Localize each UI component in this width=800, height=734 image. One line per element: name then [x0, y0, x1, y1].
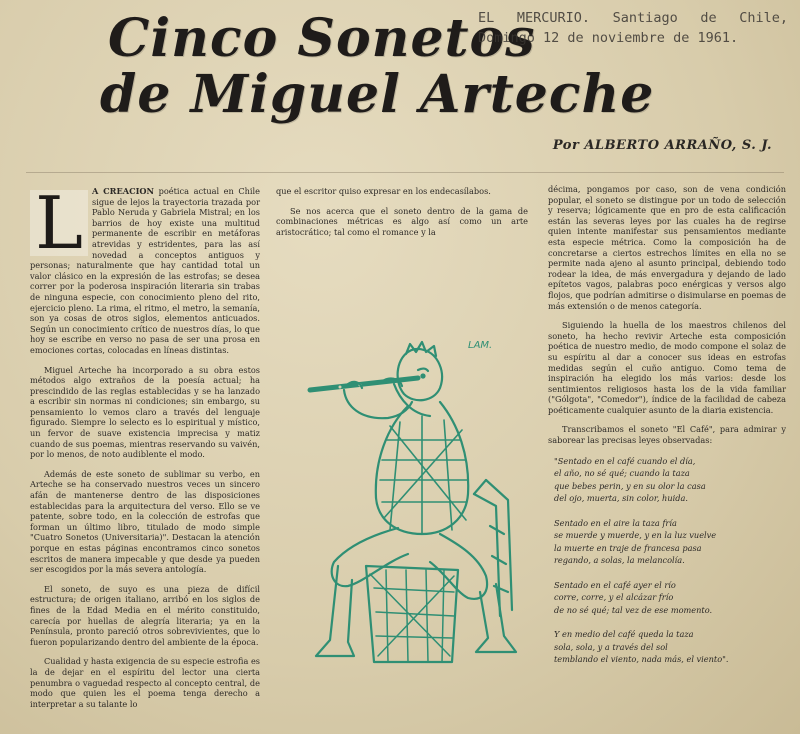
poem-line: la muerte en traje de francesa pasa [554, 542, 702, 553]
sonnet-stanza [554, 517, 786, 567]
sonnet-stanza [554, 628, 786, 666]
header-divider [26, 172, 784, 173]
column-3-paragraph: décima, pongamos por caso, son de vena condición popular, el soneto se distingue por un todo de selección y reserva; lógicamente que en pro de esta calificación están las severas leyes por las cuales ha de regirse quien intente manifestar sus pensamientos mediante esta especie métrica. Como la composición ha de concretarse a ciertos estrechos límites en ella no se permite nada ajeno al asunto principal, debiendo todo rodear la idea, de más envergadura y dejando de lado epítetos vagos, palabras poco enérgicas y versos algo flojos, que podrían admitirse o disimularse en poemas de más extensión o de menos categoría. [548, 184, 786, 311]
author-byline: Por ALBERTO ARRAÑO, S. J. [552, 138, 772, 153]
article-column-1 [30, 181, 260, 718]
column-1-paragraph: Cualidad y hasta exigencia de su especie estrofia es la de dejar en el espíritu del lector una cierta penumbra o vaguedad respecto al concepto central, de modo que quien les el poema tenga derecho a interpretar a su talante lo [30, 656, 260, 709]
column-1-paragraph [30, 181, 260, 356]
flute-player-drawing [290, 330, 545, 665]
poem-line: del ojo, muerta, sin color, huida. [554, 493, 688, 504]
poem-line: el año, no sé qué; cuando la taza [554, 468, 690, 479]
article-title-line-2: de Miguel Arteche [100, 64, 655, 125]
article-title-line-1: Cinco Sonetos [108, 8, 536, 69]
poem-line: sola, sola, y a través del sol [554, 641, 668, 652]
sonnet-stanza [554, 455, 786, 505]
column-2-paragraph: Se nos acerca que el soneto dentro de la gama de combinaciones métricas es algo así como un arte aristocrático; tal como el romance y la [276, 205, 528, 237]
column-3-paragraph: Siguiendo la huella de los maestros chilenos del soneto, ha hecho revivir Arteche esta composición poética de nuestro medio, de modo compone el solaz de su espíritu al dar a conocer sus ideas en estrofas medidas según el cuño antiguo. Como tema de inspiración ha elegido los más varios: desde los sentimientos religiosos hasta los de la vida familiar ("Gólgota", "Comedor"), índice de la facilidad de cabeza poéticamente cualquier asunto de la diaria existencia. [548, 320, 786, 415]
poem-line: Sentado en el aire la taza fría [554, 517, 677, 528]
poem-line: regando, a solas, la melancolía. [554, 555, 685, 566]
article-column-3 [548, 184, 786, 678]
poem-line: que bebes perin, y en su olor la casa [554, 480, 706, 491]
column-1-paragraph: Miguel Arteche ha incorporado a su obra estos métodos algo extraños de la poesía actual; ha prescindido de las reglas establecidas y se ha lanzado a escribir sin normas ni condiciones; sin embargo, su pensamiento lo vemos claro a través del lenguaje figurado. Siempre lo selecto es lo espiritual y místico, un fervor de suave existencia imprecisa y matiz cuando de sus poemas, mientras reservando su vaivén, por lo menos, de noto audiblente el modo. [30, 364, 260, 460]
paragraph-text: poética actual en Chile sigue de lejos la trayectoria trazada por Pablo Neruda y Gabriela Mistral; en los barrios de hoy existe una multitud permanente de escribir en metáforas atrevidas y estridentes, para las así novedad a conceptos antiguos y personas; naturalmente que hay cantidad total un valor clásico en la expresión de las estrofas; se desea correr por la poderosa inspiración literaria sin trabas de ninguna especie, con conocimiento pleno del rito, ejercicio pleno. La rima, el ritmo, el metro, la semanía, son ya cosas de otros siglos, elementos anticuados. Según un conocimiento crítico de nuestros días, lo que hoy se escribe en verso no pasa de ser una prosa en emociones cortas, colocadas en líneas distintas. [30, 186, 260, 355]
sonnet-stanza [554, 579, 786, 617]
poem-line: Sentado en el café ayer el río [554, 579, 676, 590]
article-column-2 [276, 186, 528, 246]
illustrator-signature: LAM. [468, 340, 493, 351]
poem-line: temblando el viento, nada más, el viento". [554, 654, 729, 665]
newspaper-source-line: EL MERCURIO. Santiago de Chile, Domingo 12 de noviembre de 1961. [478, 10, 788, 46]
column-2-paragraph: que el escritor quiso expresar en los endecasílabos. [276, 186, 491, 196]
poem-line: de no sé qué; tal vez de ese momento. [554, 604, 713, 615]
column-3-paragraph: Transcribamos el soneto "El Café", para admirar y saborear las precisas leyes observadas: [548, 424, 786, 446]
drop-cap: L [30, 190, 88, 256]
column-1-paragraph: El soneto, de suyo es una pieza de difícil estructura; de origen italiano, arribó en los siglos de fines de la Edad Media en el mérito constituido, carecía por huellas de alegría literaria; ya en la Península, pronto pareció otros sobrevivientes, que lo fueron popularizando dentro del ambiente de la época. [30, 583, 260, 647]
poem-line: corre, corre, y el alcázar frío [554, 592, 674, 603]
poem-line: "Sentado en el café cuando el día, [554, 455, 696, 466]
poem-line: Y en medio del café queda la taza [554, 629, 694, 640]
lead-caps: A CREACION [92, 186, 155, 196]
poem-line: se muerde y muerde, y en la luz vuelve [554, 530, 717, 541]
column-1-paragraph: Además de este soneto de sublimar su verbo, en Arteche se ha conservado nuestros veces un sincero afán de mantenerse dentro de las disposiciones establecidas para la arquitectura del verso. Ello se ve patente, sobre todo, en la colección de estrofas que forman un último libro, titulado de modo simple "Cuatro Sonetos (Universitaria)". Destacan la atención porque en estas páginas encontramos cinco sonetos escritos de manera impecable y que desde ya pueden ser escogidos por la más severa antología. [30, 468, 260, 575]
flute-player-illustration [290, 330, 545, 665]
